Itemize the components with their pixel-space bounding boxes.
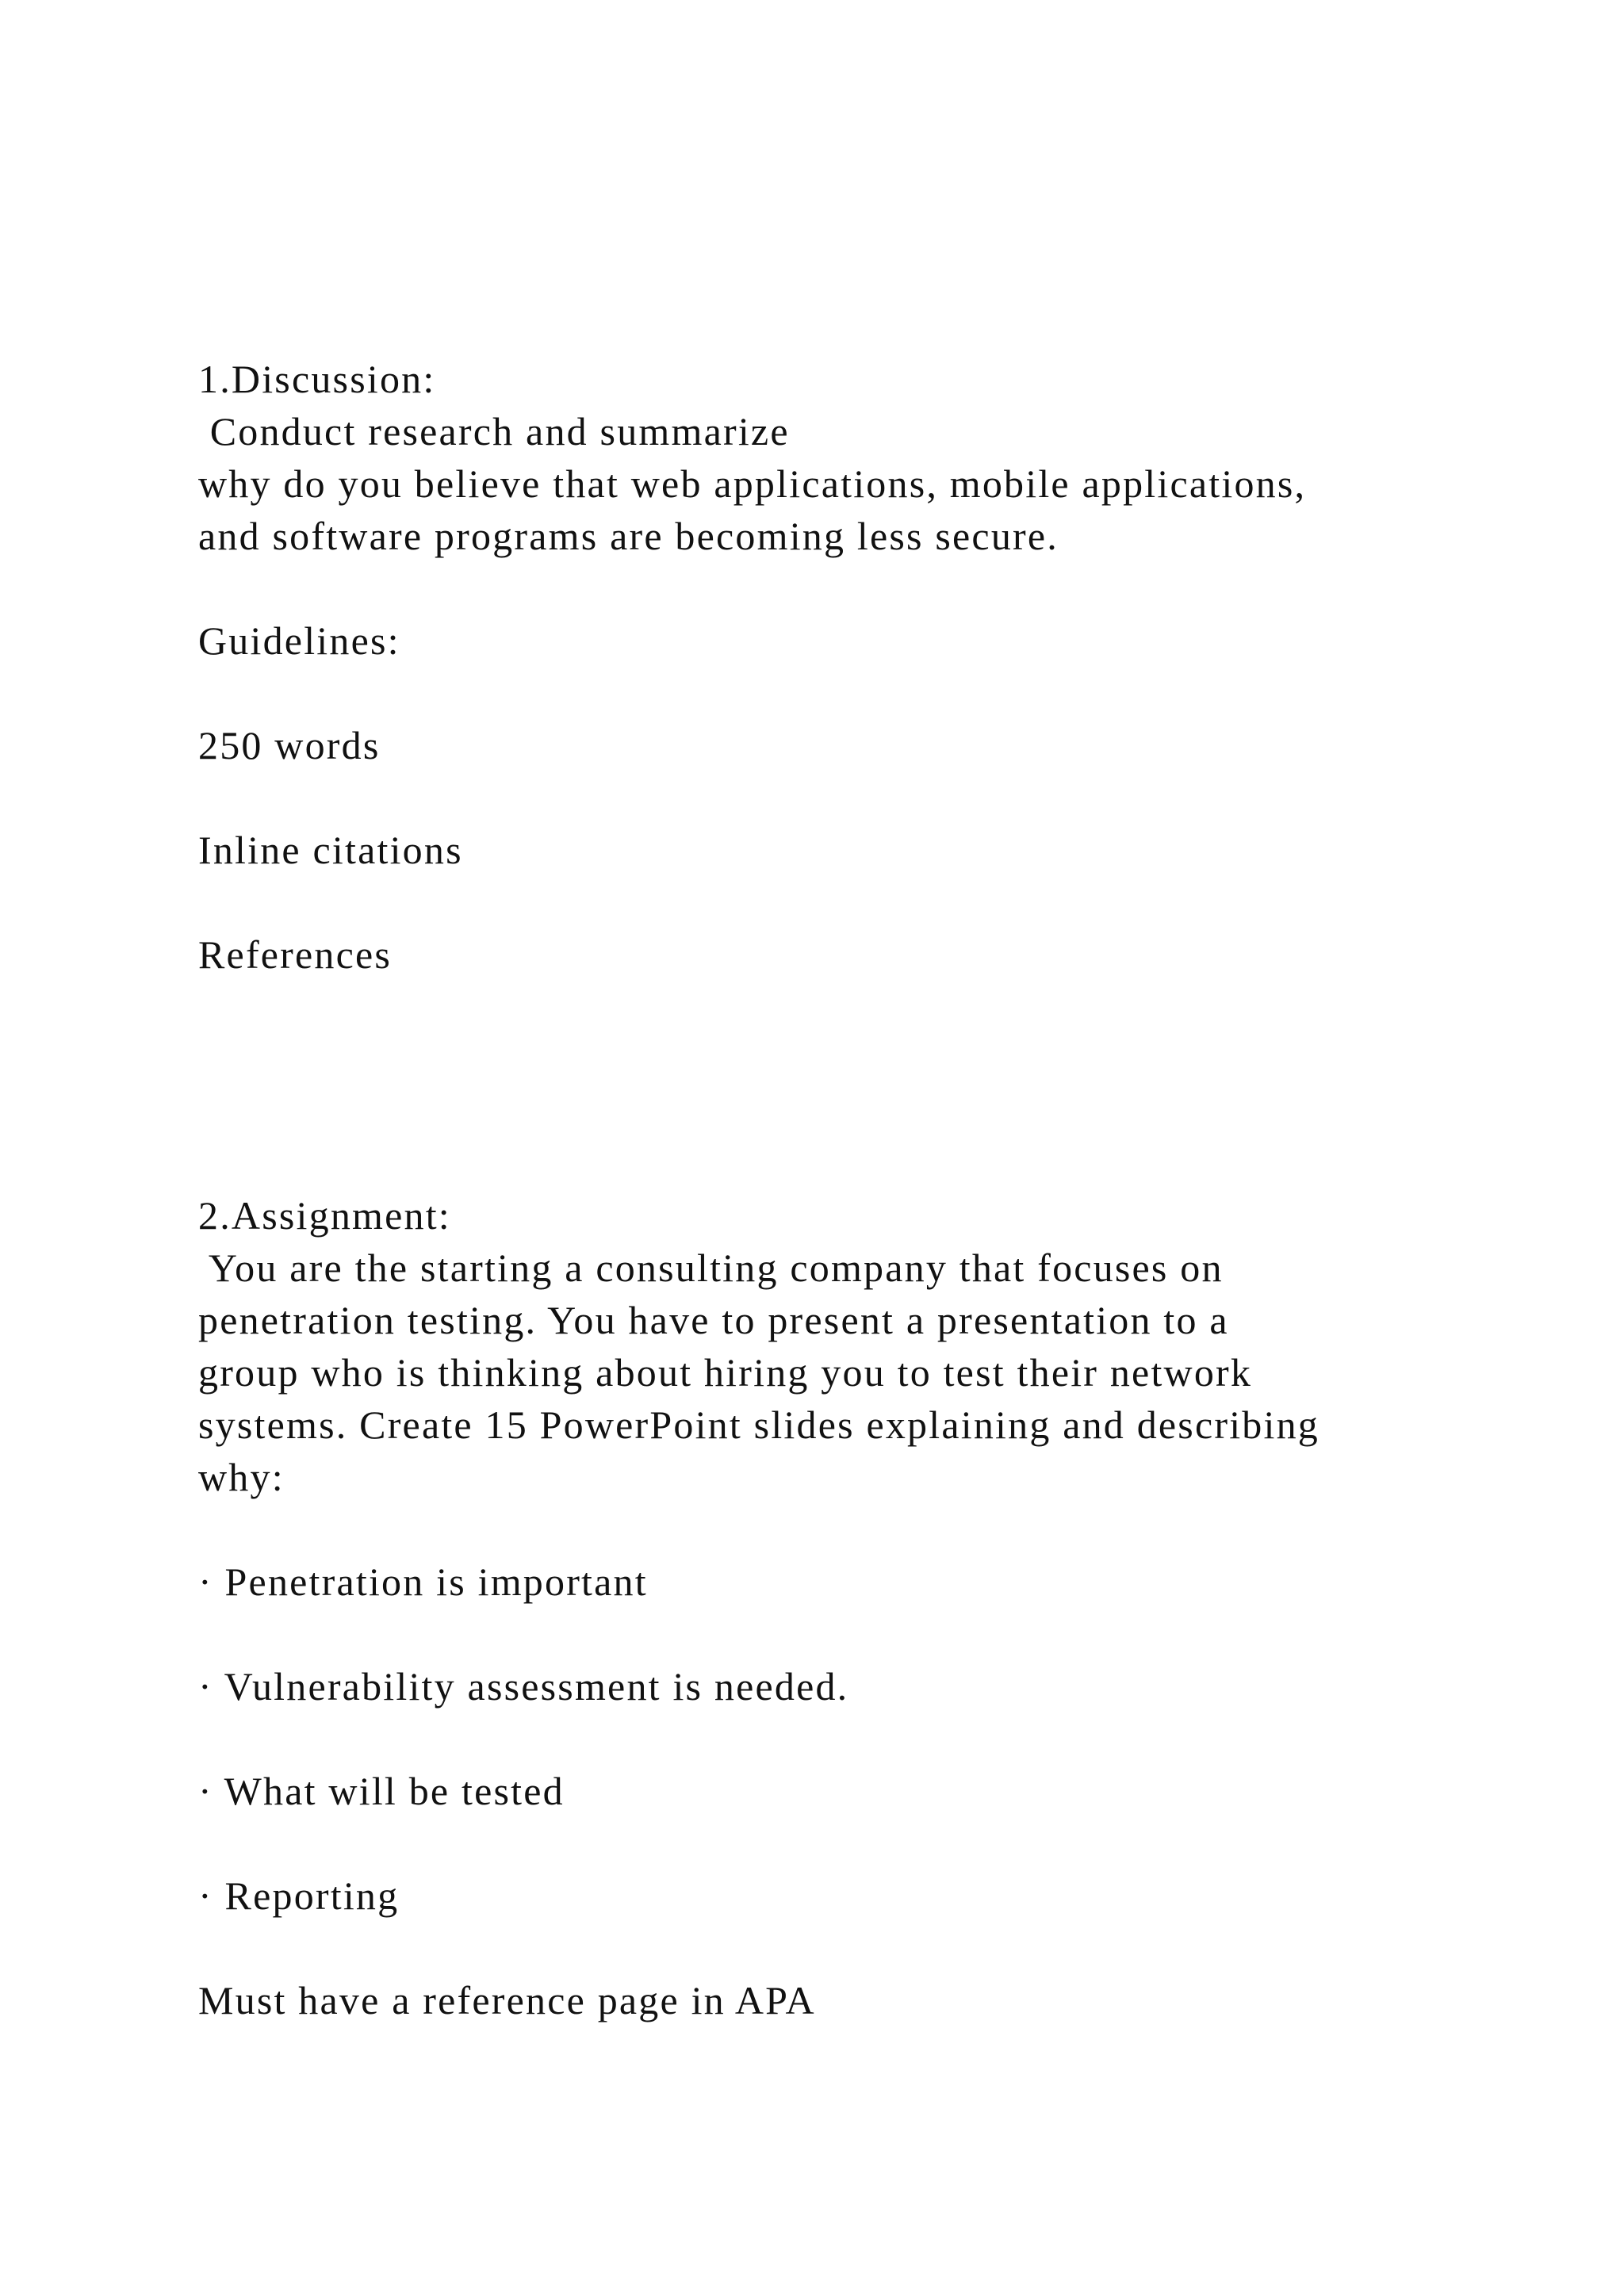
discussion-prompt-line: why do you believe that web applications, mobile applications, <box>198 461 1307 506</box>
guideline-item: Inline citations <box>198 828 463 872</box>
assignment-bullet: · What will be tested <box>198 1769 565 1813</box>
assignment-prompt-line: penetration testing. You have to present a presentation to a <box>198 1298 1229 1342</box>
discussion-prompt-line: and software programs are becoming less secure. <box>198 514 1059 558</box>
assignment-bullet: · Reporting <box>198 1873 400 1918</box>
assignment-prompt-line: You are the starting a consulting company that focuses on <box>198 1246 1224 1290</box>
assignment-prompt-line: group who is thinking about hiring you to test their network <box>198 1350 1253 1395</box>
assignment-heading: 2.Assignment: <box>198 1193 451 1238</box>
assignment-prompt-line: why: <box>198 1455 285 1499</box>
assignment-bullet: · Vulnerability assessment is needed. <box>198 1664 849 1709</box>
guideline-item: References <box>198 932 393 977</box>
guideline-item: 250 words <box>198 723 381 767</box>
assignment-bullet: · Penetration is important <box>198 1559 648 1604</box>
discussion-prompt-line: Conduct research and summarize <box>198 409 790 453</box>
assignment-prompt-line: systems. Create 15 PowerPoint slides explaining and describing <box>198 1402 1320 1447</box>
assignment-closing: Must have a reference page in APA <box>198 1978 816 2022</box>
guidelines-label: Guidelines: <box>198 618 400 663</box>
discussion-heading: 1.Discussion: <box>198 357 436 401</box>
